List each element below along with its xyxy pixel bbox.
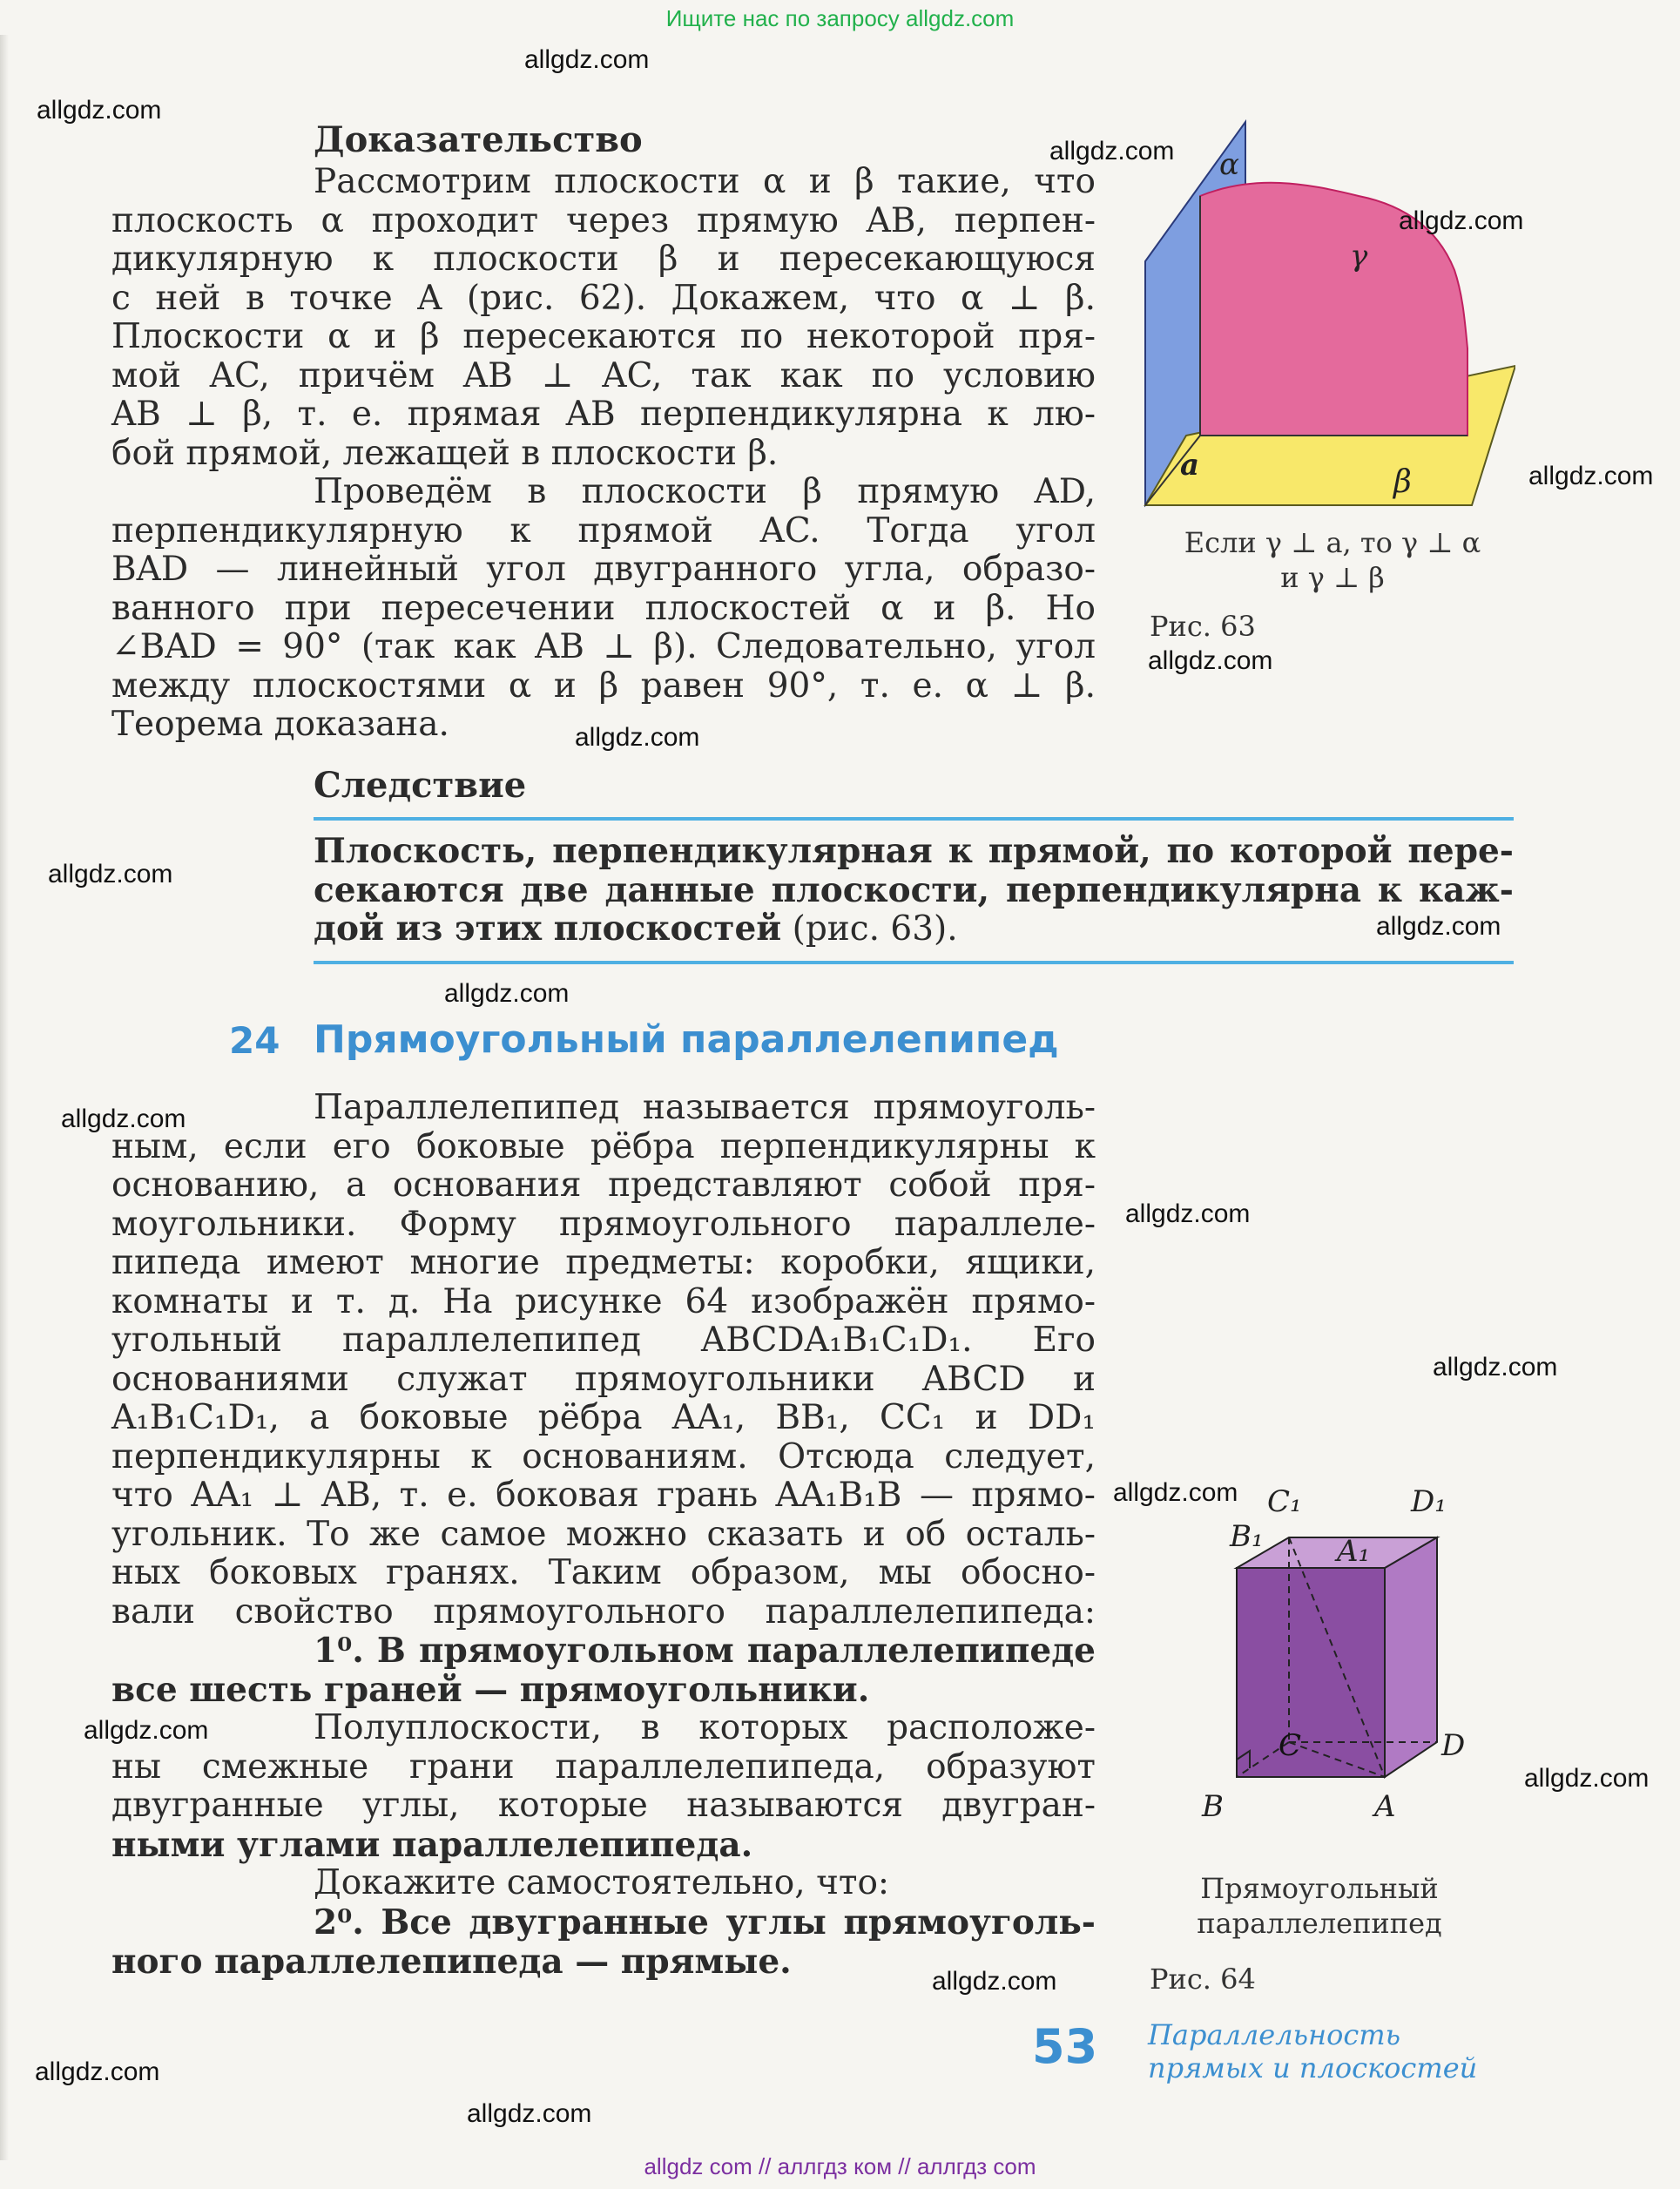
section-line: ны смежные грани параллелепипеда, образуют [111,1746,1096,1787]
section-line: ными углами параллелепипеда. [111,1824,753,1865]
watermark: allgdz.com [1376,912,1501,941]
caption-line: Если γ ⊥ a, то γ ⊥ α [1184,526,1481,559]
corollary-text [314,832,1514,949]
vertex-C: C [1279,1728,1302,1763]
section-title: Прямоугольный параллелепипед [314,1017,1059,1062]
corollary-figure-ref: (рис. 63). [781,909,958,949]
watermark: allgdz.com [84,1716,209,1745]
watermark: allgdz.com [467,2099,592,2128]
section-line: A₁B₁C₁D₁, а боковые рёбра AA₁, BB₁, CC₁ и DD₁ [111,1398,1096,1437]
label-beta: β [1393,464,1412,500]
vertex-D1: D₁ [1411,1484,1447,1519]
proof-line: с ней в точке A (рис. 62). Докажем, что α ⊥ β. [111,278,1096,318]
proof-line: ∠BAD = 90° (так как AB ⊥ β). Следовательно, угол [111,627,1096,666]
corollary-line [314,909,1514,949]
chapter-line: прямых и плоскостей [1148,2051,1478,2084]
vertex-A1: A₁ [1337,1534,1371,1569]
section-line: пипеда имеют многие предметы: коробки, ящики, [111,1243,1096,1282]
watermark: allgdz.com [1528,462,1654,490]
page-edge-shadow [0,35,9,2160]
caption-line: и γ ⊥ β [1280,561,1385,594]
watermark: allgdz.com [1148,646,1273,675]
section-line: угольный параллелепипед ABCDA₁B₁C₁D₁. Его [111,1321,1096,1360]
section-line: основаниями служат прямоугольники ABCD и [111,1359,1096,1399]
proof-line: между плоскостями α и β равен 90°, т. е. α ⊥ β. [111,665,1096,706]
section-paragraph-2 [111,1709,1096,1864]
property-1 [111,1632,1096,1709]
corollary-heading: Следствие [314,765,527,806]
proof-line: Проведём в плоскости β прямую AD, [314,472,1096,511]
figure-64-caption [1171,1871,1467,1941]
proof-line: BAD — линейный угол двугранного угла, образо- [111,550,1096,589]
property-line: 2⁰. Все двугранные углы прямоуголь- [314,1902,1096,1942]
watermark: allgdz.com [1113,1478,1238,1507]
caption-line: параллелепипед [1197,1907,1442,1940]
section-line: ным, если его боковые рёбра перпендикулярны к [111,1126,1096,1166]
vertex-D: D [1441,1728,1466,1763]
proof-line: бой прямой, лежащей в плоскости β. [111,433,779,473]
proof-line: перпендикулярную к прямой AC. Тогда угол [111,510,1096,551]
section-line: двугранные углы, которые называются двугран- [111,1786,1096,1825]
watermark: allgdz.com [524,45,650,74]
section-line: основанию, а основания представляют собой пря- [111,1165,1096,1205]
watermark: allgdz.com [48,860,173,888]
section-line: вали свойство прямоугольного параллелепипеда: [111,1591,1096,1632]
box-front-face [1237,1568,1385,1777]
proof-heading: Доказательство [314,119,643,160]
property-line: 1⁰. В прямоугольном параллелепипеде [314,1631,1096,1671]
property-line: все шесть граней — прямоугольники. [111,1669,870,1710]
label-alpha: α [1219,147,1239,182]
proof-line: AB ⊥ β, т. е. прямая AB перпендикулярна к лю- [111,395,1096,434]
caption-line: Прямоугольный [1200,1872,1439,1905]
figure-63 [1132,113,1515,523]
label-a: a [1180,448,1200,483]
vertex-A: A [1374,1789,1396,1824]
section-line: комнаты и т. д. На рисунке 64 изображён прямо- [111,1281,1096,1321]
section-number: 24 [229,1019,280,1062]
section-paragraph-1 [111,1089,1096,1632]
corollary-line: секаются две данные плоскости, перпендикулярна к каж- [314,869,1514,910]
figure-64-label: Рис. 64 [1150,1963,1256,1996]
proof-line: мой AC, причём AB ⊥ AC, так как по условию [111,355,1096,395]
watermark: allgdz.com [932,1967,1057,1996]
proof-paragraph-1 [111,163,1096,473]
corollary-line-text: дой из этих плоскостей [314,909,782,949]
corollary-line: Плоскость, перпендикулярная к прямой, по которой пере- [314,831,1514,871]
watermark: allgdz.com [1433,1353,1558,1382]
proof-line: ванного при пересечении плоскостей α и β. Но [111,588,1096,628]
top-banner[interactable]: Ищите нас по запросу allgdz.com [665,5,1015,31]
figure-64 [1176,1463,1472,1838]
page-number: 53 [1032,2019,1098,2074]
property-line: ного параллелепипеда — прямые. [111,1941,792,1982]
section-line: угольник. То же самое можно сказать и об осталь- [111,1514,1096,1554]
watermark: allgdz.com [575,723,700,752]
section-line: моугольники. Форму прямоугольного параллеле- [111,1204,1096,1244]
watermark: allgdz.com [1125,1199,1251,1228]
figure-63-label: Рис. 63 [1150,610,1256,643]
proof-line: Плоскости α и β пересекаются по некоторой пря- [111,317,1096,356]
proof-paragraph-2 [111,473,1096,745]
section-line: ных боковых гранях. Таким образом, мы обосно- [111,1553,1096,1592]
box-side-face [1385,1537,1437,1777]
vertex-B: B [1202,1789,1224,1824]
proof-line: плоскость α проходит через прямую AB, перпен- [111,200,1096,240]
proof-line: Рассмотрим плоскости α и β такие, что [314,162,1096,201]
watermark: allgdz.com [444,979,570,1008]
label-gamma: γ [1350,239,1368,274]
watermark: allgdz.com [1049,137,1175,166]
corollary-bottom-rule [314,961,1514,964]
chapter-title [1148,2018,1477,2084]
exercise-line: Докажите самостоятельно, что: [314,1863,890,1902]
watermark: allgdz.com [61,1105,186,1133]
watermark: allgdz.com [1524,1764,1650,1793]
watermark: allgdz.com [1399,206,1524,235]
watermark: allgdz.com [35,2057,160,2086]
section-line: Параллелепипед называется прямоуголь- [314,1088,1096,1127]
figure-63-caption [1158,525,1507,595]
exercise-prompt [314,1864,1097,1903]
section-line: что AA₁ ⊥ AB, т. е. боковая грань AA₁B₁B — прямо- [111,1476,1096,1515]
section-line: Полуплоскости, в которых расположе- [314,1708,1096,1747]
proof-line: Теорема доказана. [111,705,449,744]
section-line: перпендикулярны к основаниям. Отсюда следует, [111,1436,1096,1476]
watermark: allgdz.com [37,96,162,125]
corollary-top-rule [314,817,1514,821]
vertex-B1: B₁ [1230,1519,1264,1554]
proof-line: дикулярную к плоскости β и пересекающуюся [111,240,1096,279]
chapter-line: Параллельность [1148,2018,1401,2051]
bottom-banner[interactable]: allgdz com // аллгдз ком // аллгдз com [644,2153,1036,2179]
vertex-C1: C₁ [1267,1484,1302,1519]
